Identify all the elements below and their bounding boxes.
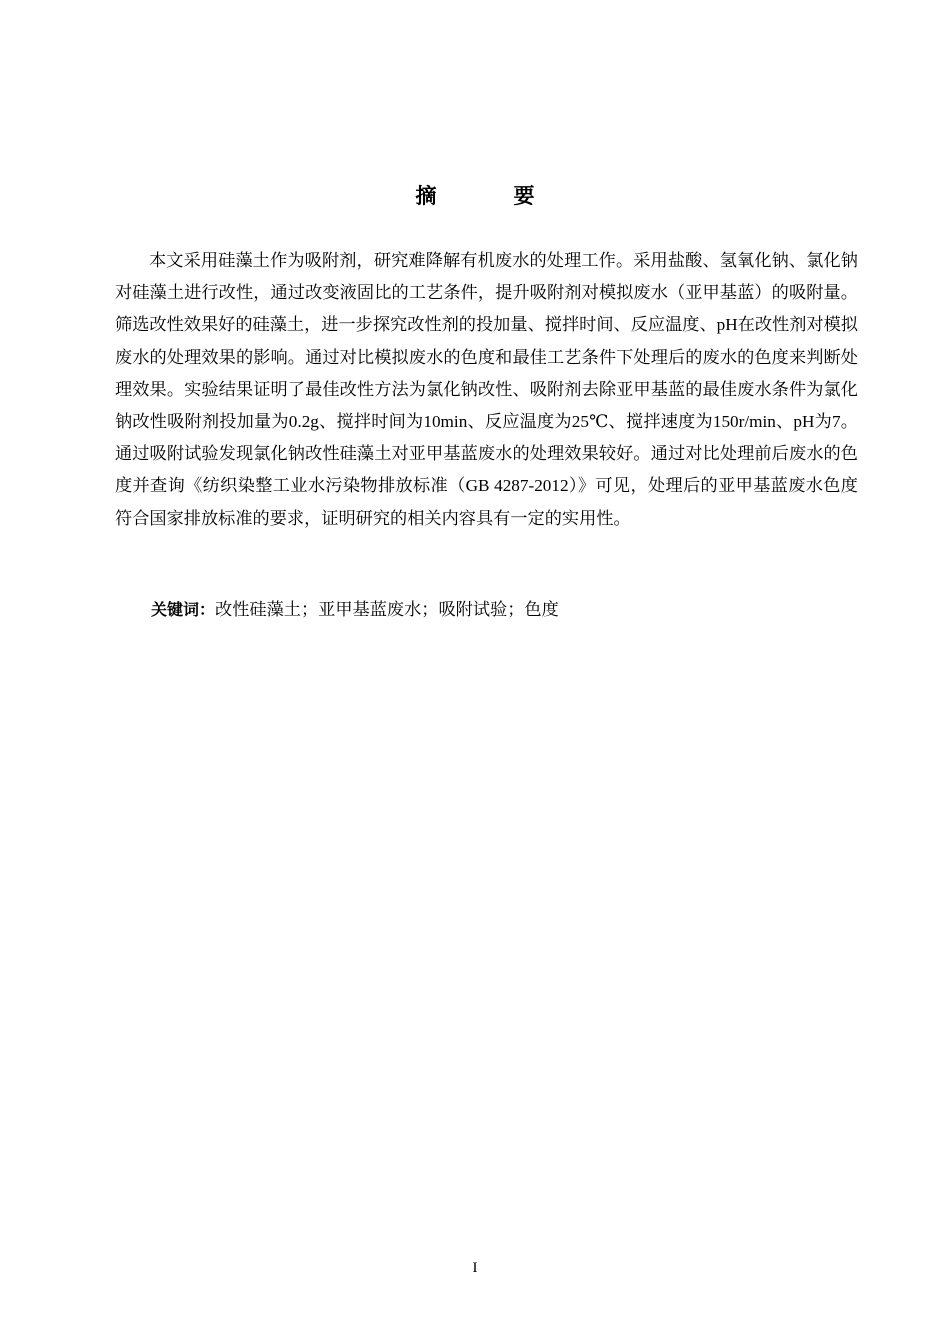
abstract-paragraph: 本文采用硅藻土作为吸附剂，研究难降解有机废水的处理工作。采用盐酸、氢氧化钠、氯化钠对硅藻土进行改性，通过改变液固比的工艺条件，提升吸附剂对模拟废水（亚甲基蓝）的吸附量。筛选改性效果好的硅藻土，进一步探究改性剂的投加量、搅拌时间、反应温度、pH在改性剂对模拟废水的处理效果的影响。通过对比模拟废水的色度和最佳工艺条件下处理后的废水的色度来判断处理效果。实验结果证明了最佳改性方法为氯化钠改性、吸附剂去除亚甲基蓝的最佳废水条件为氯化钠改性吸附剂投加量为0.2g、搅拌时间为10min、反应温度为25℃、搅拌速度为150r/min、pH为7。通过吸附试验发现氯化钠改性硅藻土对亚甲基蓝废水的处理效果较好。通过对比处理前后废水的色度并查询《纺织染整工业水污染物排放标准（GB 4287-2012）》可见，处理后的亚甲基蓝废水色度符合国家排放标准的要求，证明研究的相关内容具有一定的实用性。 xyxy=(115,251,858,528)
keywords-label: 关键词： xyxy=(151,600,216,619)
keywords-line xyxy=(151,596,851,624)
keywords-text: 改性硅藻土；亚甲基蓝废水；吸附试验；色度 xyxy=(215,600,559,619)
page-number: I xyxy=(472,1260,478,1276)
abstract-title: 摘 要 xyxy=(415,184,563,208)
